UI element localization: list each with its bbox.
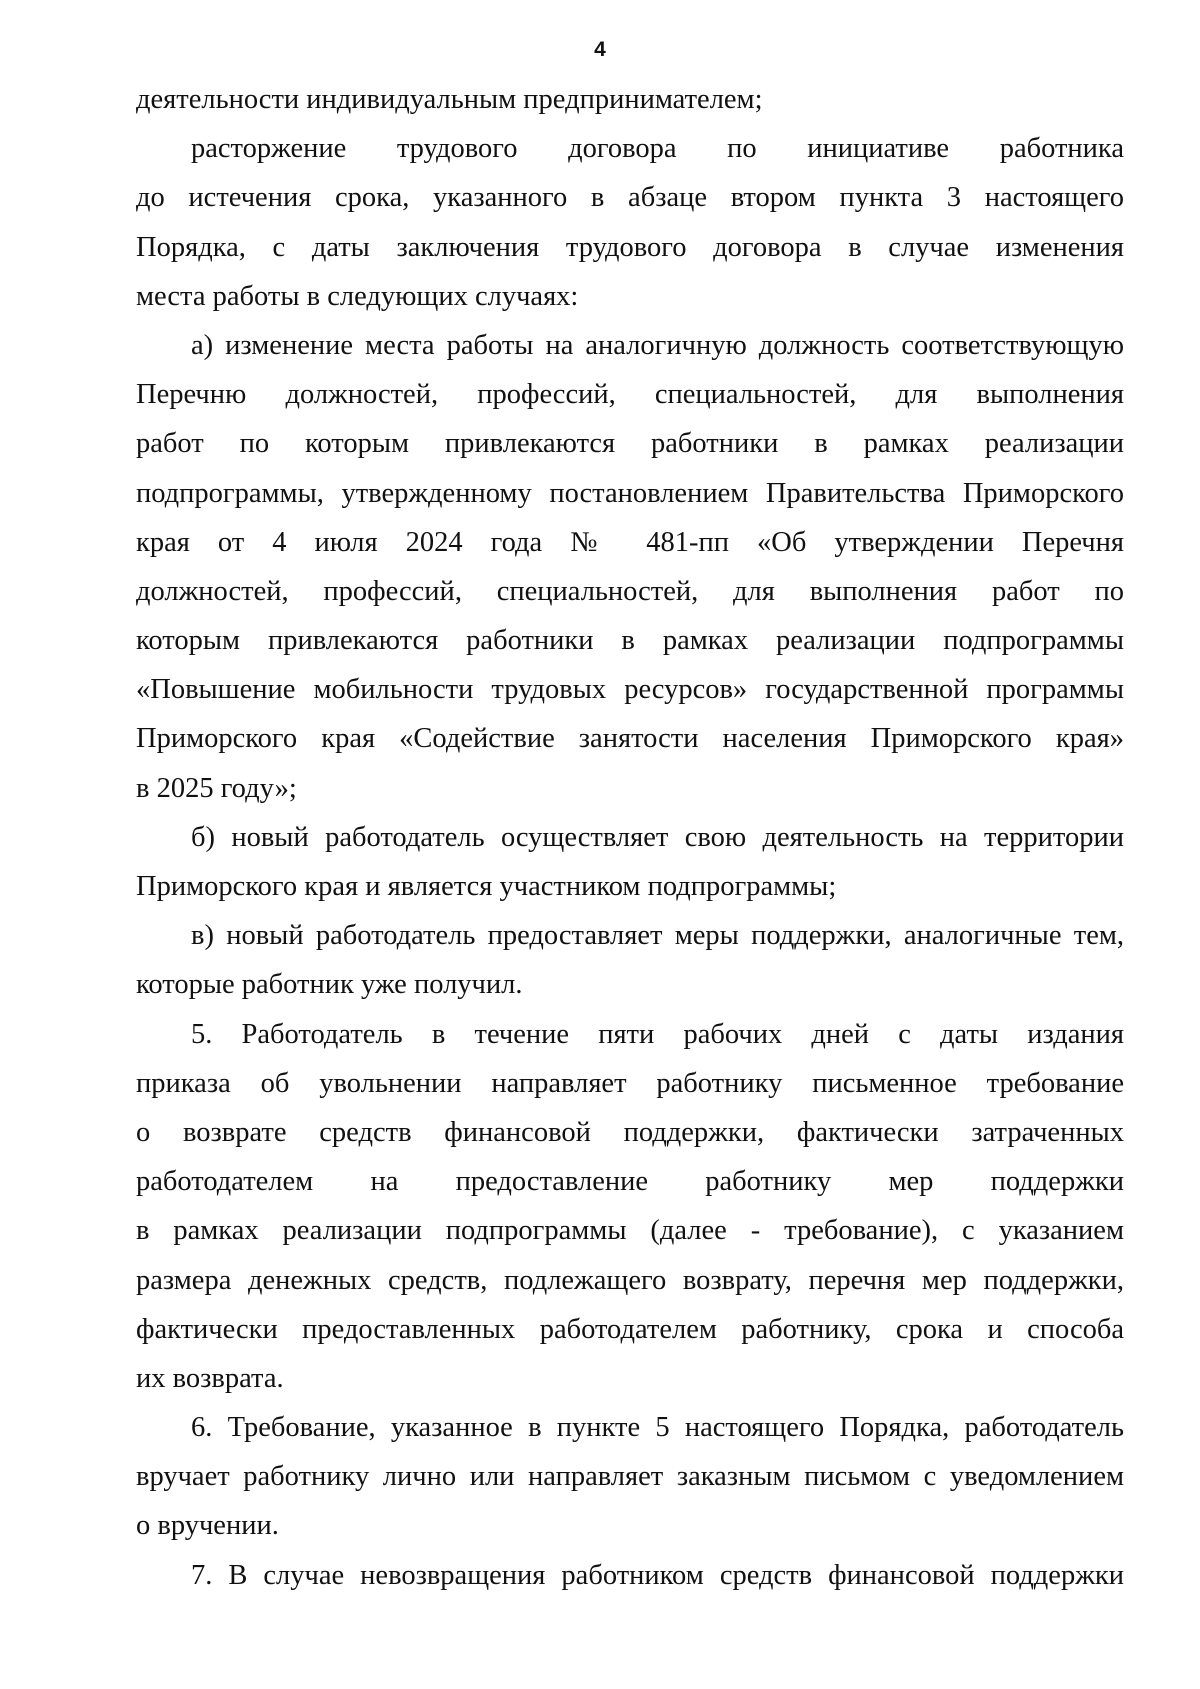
page-number: 4 (594, 38, 606, 61)
paragraph-p5 (136, 1010, 1124, 1404)
text-line: о вручении. (136, 1510, 279, 1542)
text-line: размера денежных средств, подлежащего возврату, перечня мер поддержки, (136, 1264, 1124, 1296)
text-line: приказа об увольнении направляет работнику письменное требование (136, 1067, 1124, 1099)
text-line: расторжение трудового договора по инициативе работника (191, 133, 1124, 165)
paragraph-p7 (136, 1551, 1124, 1600)
text-line: в) новый работодатель предоставляет меры поддержки, аналогичные тем, (191, 920, 1124, 952)
text-line: 5. Работодатель в течение пяти рабочих дней с даты издания (191, 1018, 1124, 1050)
text-line: Приморского края «Содействие занятости населения Приморского края» (136, 723, 1124, 755)
text-line: должностей, профессий, специальностей, для выполнения работ по (136, 575, 1124, 607)
text-line: работ по которым привлекаются работники в рамках реализации (136, 428, 1124, 460)
text-line: а) изменение места работы на аналогичную должность соответствующую (191, 329, 1124, 361)
text-line: края от 4 июля 2024 года № 481-пп «Об утверждении Перечня (136, 526, 1124, 558)
paragraph-p3 (136, 813, 1124, 911)
text-line: 7. В случае невозвращения работником средств финансовой поддержки (191, 1559, 1124, 1591)
text-line: в 2025 году»; (136, 772, 297, 804)
document-body (136, 75, 1124, 1600)
text-line: которые работник уже получил. (136, 969, 523, 1001)
text-line: Перечню должностей, профессий, специальностей, для выполнения (136, 379, 1124, 411)
text-line: в рамках реализации подпрограммы (далее - требование), с указанием (136, 1215, 1124, 1247)
text-line: Порядка, с даты заключения трудового договора в случае изменения (136, 231, 1124, 263)
text-line: места работы в следующих случаях: (136, 280, 579, 312)
text-line: о возврате средств финансовой поддержки, фактически затраченных (136, 1116, 1124, 1148)
paragraph-p1 (136, 124, 1124, 321)
text-line: б) новый работодатель осуществляет свою деятельность на территории (191, 821, 1124, 853)
text-line: деятельности индивидуальным предпринимателем; (136, 84, 763, 115)
text-line: Приморского края и является участником подпрограммы; (136, 871, 837, 902)
paragraph-p2 (136, 321, 1124, 813)
paragraph-p6 (136, 1403, 1124, 1551)
text-line: подпрограммы, утвержденному постановлением Правительства Приморского (136, 477, 1124, 509)
text-line: 6. Требование, указанное в пункте 5 настоящего Порядка, работодатель (191, 1412, 1124, 1444)
text-line: их возврата. (136, 1362, 284, 1394)
text-line: «Повышение мобильности трудовых ресурсов» государственной программы (136, 674, 1124, 706)
text-line: которым привлекаются работники в рамках реализации подпрограммы (136, 625, 1124, 657)
text-line: фактически предоставленных работодателем работнику, срока и способа (136, 1313, 1124, 1345)
paragraph-p4 (136, 911, 1124, 1009)
paragraph-p0 (136, 75, 1124, 124)
text-line: вручает работнику лично или направляет заказным письмом с уведомлением (136, 1461, 1124, 1493)
text-line: работодателем на предоставление работнику мер поддержки (136, 1166, 1124, 1198)
text-line: до истечения срока, указанного в абзаце втором пункта 3 настоящего (136, 182, 1124, 214)
